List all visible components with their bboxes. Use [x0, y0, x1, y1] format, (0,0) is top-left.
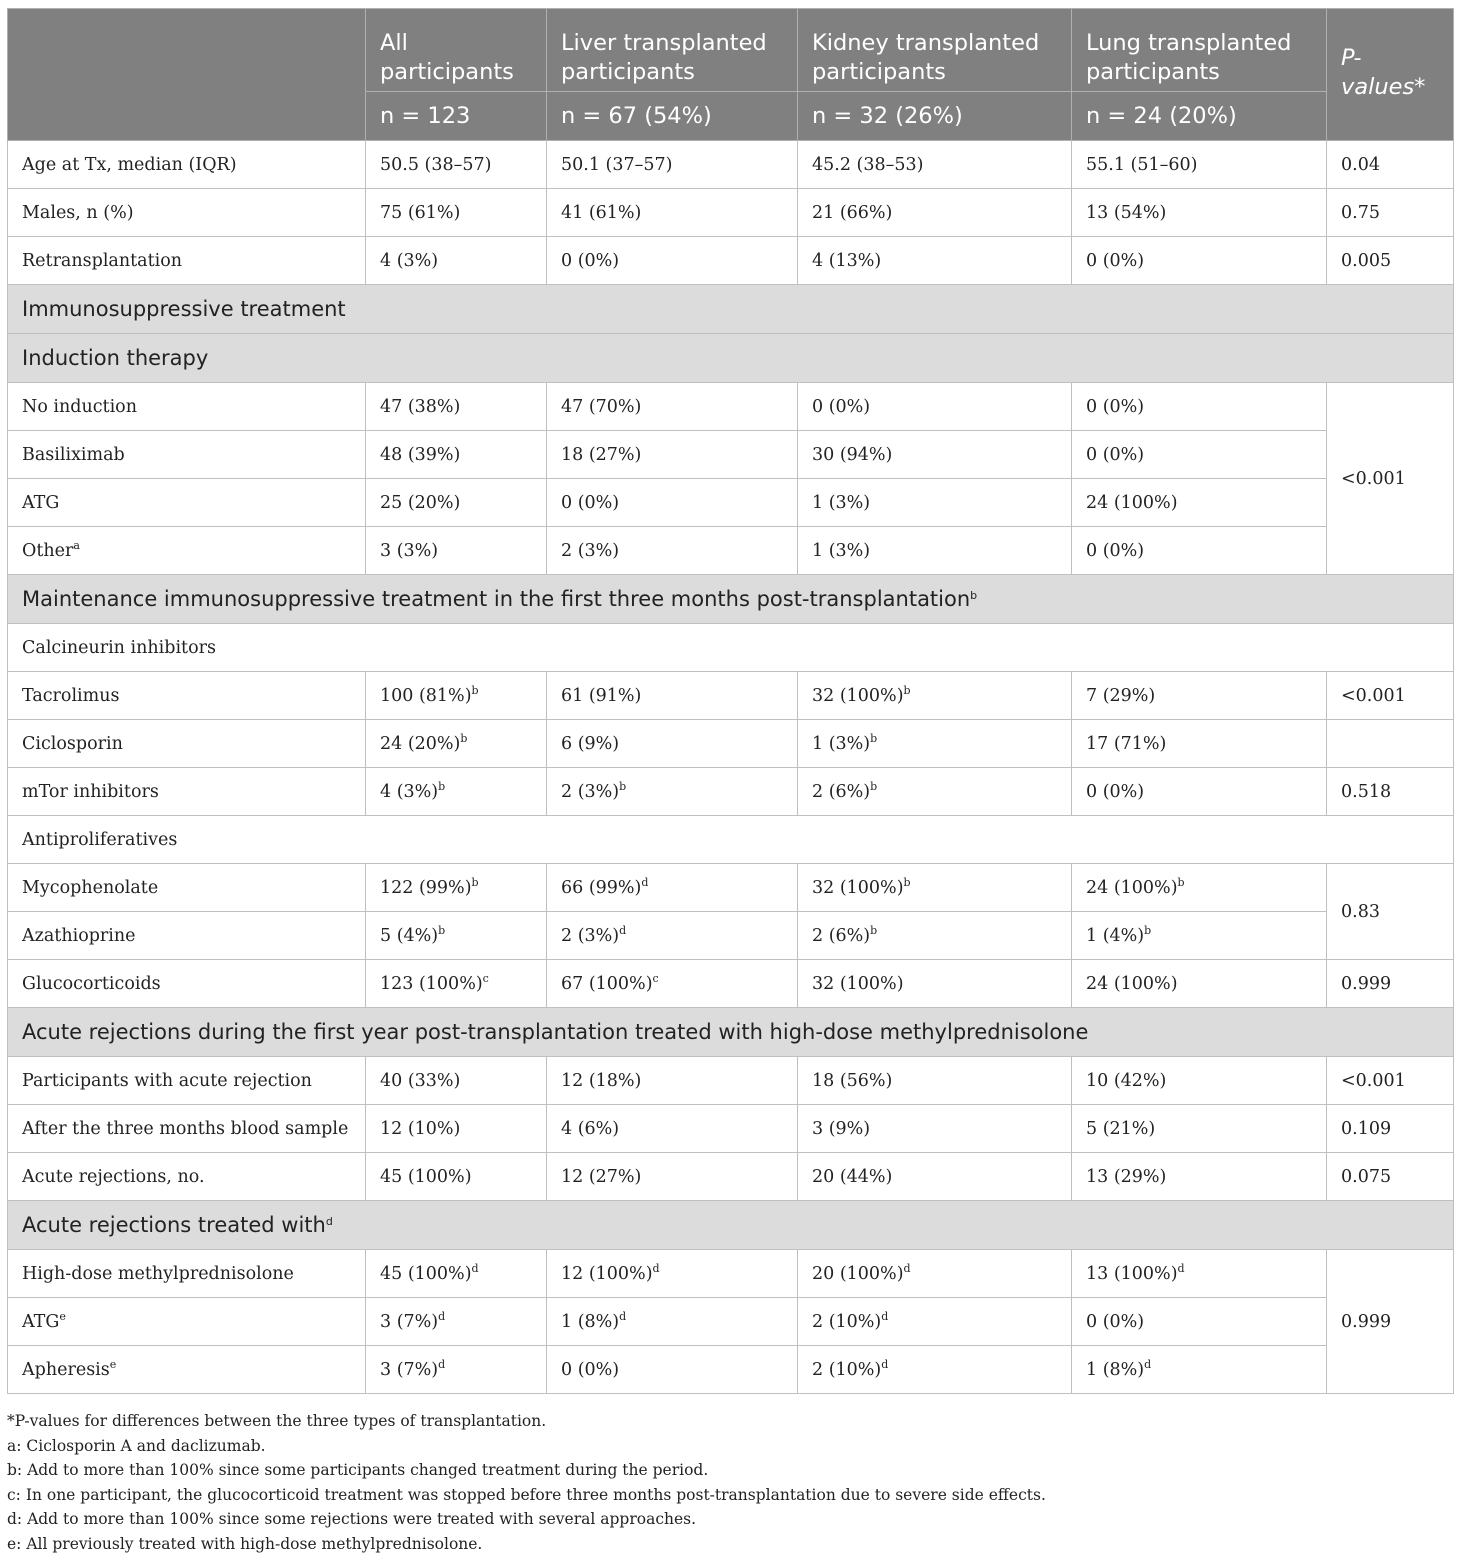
cell-lung: [1072, 1250, 1327, 1298]
footnote-marker: b: [1144, 923, 1152, 937]
cell-all: 75 (61%): [366, 189, 547, 237]
cell-value: 45 (100%): [380, 1263, 472, 1284]
cell-all: 50.5 (38–57): [366, 141, 547, 189]
footnote-marker: d: [641, 875, 649, 889]
cell-all: [366, 864, 547, 912]
footnote-marker: b: [619, 779, 627, 793]
cell-all: [366, 960, 547, 1008]
cell-value: 13 (100%): [1086, 1263, 1178, 1284]
cell-value: 24 (100%): [1086, 877, 1178, 898]
cell-lung: 55.1 (51–60): [1072, 141, 1327, 189]
row-label: ATG: [8, 479, 366, 527]
footnote-marker: d: [325, 1215, 333, 1228]
footnote-marker: e: [109, 1357, 117, 1371]
cell-value: 5 (4%): [380, 925, 439, 946]
section-treated-with: [8, 1201, 1454, 1250]
footnote: d: Add to more than 100% since some rejections were treated with several approaches.: [7, 1510, 697, 1528]
cell-lung: 24 (100%): [1072, 479, 1327, 527]
cell-pvalue: 0.04: [1327, 141, 1454, 189]
section-acute-rejections: Acute rejections during the first year post-transplantation treated with high-dose methylprednisolone: [8, 1008, 1454, 1057]
row-label: Azathioprine: [8, 912, 366, 960]
cell-kidney: 18 (56%): [798, 1057, 1072, 1105]
table-row: [8, 189, 1454, 237]
row-label: No induction: [8, 383, 366, 431]
footnote-marker: b: [903, 683, 911, 697]
cell-kidney: 45.2 (38–53): [798, 141, 1072, 189]
footnote: *P-values for differences between the three types of transplantation.: [7, 1412, 547, 1430]
cell-liver: 18 (27%): [547, 431, 798, 479]
table-row: [8, 479, 1454, 527]
row-label: Participants with acute rejection: [8, 1057, 366, 1105]
row-label: [8, 1298, 366, 1346]
header-blank: [8, 9, 366, 141]
header-kidney: Kidney transplanted participants: [798, 9, 1072, 92]
cell-kidney: [798, 864, 1072, 912]
section-maintenance: [8, 575, 1454, 624]
cell-pvalue: 0.999: [1327, 960, 1454, 1008]
table-row: [8, 1346, 1454, 1394]
footnote-marker: e: [59, 1309, 66, 1323]
row-label: Males, n (%): [8, 189, 366, 237]
cell-all: 4 (3%): [366, 237, 547, 285]
footnote-marker: d: [471, 1261, 479, 1275]
cell-liver: 12 (27%): [547, 1153, 798, 1201]
footnote: c: In one participant, the glucocorticoid treatment was stopped before three months post-transplantation due to severe side effects.: [7, 1485, 1046, 1504]
cell-pvalue: [1327, 720, 1454, 768]
cell-liver: 47 (70%): [547, 383, 798, 431]
cell-kidney: [798, 1250, 1072, 1298]
header-n-all: n = 123: [366, 92, 547, 141]
cell-kidney: [798, 912, 1072, 960]
header-n-liver: n = 67 (54%): [547, 92, 798, 141]
footnote-marker: d: [652, 1261, 660, 1275]
cell-kidney: 4 (13%): [798, 237, 1072, 285]
table-row: [8, 383, 1454, 431]
cell-liver: 0 (0%): [547, 237, 798, 285]
footnote-marker: b: [903, 875, 911, 889]
cell-pvalue: 0.75: [1327, 189, 1454, 237]
cell-liver: 50.1 (37–57): [547, 141, 798, 189]
row-label: Ciclosporin: [8, 720, 366, 768]
cell-kidney: 0 (0%): [798, 383, 1072, 431]
cell-kidney: [798, 1298, 1072, 1346]
cell-lung: [1072, 1346, 1327, 1394]
cell-pvalue: <0.001: [1327, 672, 1454, 720]
footnote-marker: a: [73, 538, 80, 552]
cell-value: 2 (10%): [812, 1311, 882, 1332]
table-row: [8, 912, 1454, 960]
header-liver: Liver transplanted participants: [547, 9, 798, 92]
section-row: [8, 1201, 1454, 1250]
cell-liver: [547, 912, 798, 960]
footnote: b: Add to more than 100% since some participants changed treatment during the period.: [7, 1461, 709, 1479]
results-table: [7, 8, 1454, 1394]
cell-lung: 5 (21%): [1072, 1105, 1327, 1153]
cell-value: 2 (3%): [561, 925, 620, 946]
cell-liver: [547, 768, 798, 816]
row-label: High-dose methylprednisolone: [8, 1250, 366, 1298]
row-label: Tacrolimus: [8, 672, 366, 720]
row-label: [8, 527, 366, 575]
table-row: [8, 141, 1454, 189]
cell-all: 45 (100%): [366, 1153, 547, 1201]
section-induction: Induction therapy: [8, 334, 1454, 383]
cell-kidney: 1 (3%): [798, 527, 1072, 575]
cell-pvalue: 0.518: [1327, 768, 1454, 816]
footnote-marker: b: [438, 779, 446, 793]
table-row: [8, 1298, 1454, 1346]
cell-value: 2 (3%): [561, 781, 620, 802]
cell-lung: 17 (71%): [1072, 720, 1327, 768]
cell-value: 122 (99%): [380, 877, 472, 898]
cell-lung: 0 (0%): [1072, 768, 1327, 816]
row-label-text: Apheresis: [22, 1359, 110, 1380]
cell-all: [366, 1250, 547, 1298]
footnote-marker: b: [471, 875, 479, 889]
cell-value: 2 (6%): [812, 925, 871, 946]
cell-kidney: 21 (66%): [798, 189, 1072, 237]
cell-pvalue: 0.109: [1327, 1105, 1454, 1153]
cell-lung: 0 (0%): [1072, 431, 1327, 479]
cell-all: [366, 672, 547, 720]
footnote-marker: d: [438, 1357, 446, 1371]
row-label: mTor inhibitors: [8, 768, 366, 816]
row-label: Age at Tx, median (IQR): [8, 141, 366, 189]
row-label: [8, 1346, 366, 1394]
cell-value: 2 (10%): [812, 1359, 882, 1380]
cell-lung: 0 (0%): [1072, 1298, 1327, 1346]
row-label: Glucocorticoids: [8, 960, 366, 1008]
cell-value: 24 (20%): [380, 733, 461, 754]
cell-liver: [547, 1298, 798, 1346]
cell-all: 25 (20%): [366, 479, 547, 527]
header-lung: Lung transplanted participants: [1072, 9, 1327, 92]
cell-value: 32 (100%): [812, 685, 904, 706]
cell-kidney: 20 (44%): [798, 1153, 1072, 1201]
cell-pvalue: <0.001: [1327, 1057, 1454, 1105]
table-body: [8, 141, 1454, 1394]
cell-kidney: 32 (100%): [798, 960, 1072, 1008]
cell-value: 12 (100%): [561, 1263, 653, 1284]
footnote-marker: d: [903, 1261, 911, 1275]
table-row: [8, 527, 1454, 575]
footnote-marker: b: [870, 731, 878, 745]
cell-kidney: [798, 672, 1072, 720]
footnote-marker: b: [970, 589, 978, 602]
cell-liver: 6 (9%): [547, 720, 798, 768]
footnote-marker: d: [1144, 1357, 1152, 1371]
cell-value: 67 (100%): [561, 973, 653, 994]
table-row: [8, 1153, 1454, 1201]
footnote-marker: d: [619, 1309, 627, 1323]
table-row: [8, 720, 1454, 768]
footnote-marker: b: [870, 779, 878, 793]
subheading-row: [8, 816, 1454, 864]
cell-kidney: 1 (3%): [798, 479, 1072, 527]
section-immunosuppressive: Immunosuppressive treatment: [8, 285, 1454, 334]
cell-pvalue: 0.075: [1327, 1153, 1454, 1201]
cell-kidney: [798, 1346, 1072, 1394]
section-row: [8, 285, 1454, 334]
cell-liver: 12 (18%): [547, 1057, 798, 1105]
cell-lung: 7 (29%): [1072, 672, 1327, 720]
cell-kidney: 3 (9%): [798, 1105, 1072, 1153]
footnote-marker: b: [460, 731, 468, 745]
cell-value: 32 (100%): [812, 877, 904, 898]
cell-all: [366, 1346, 547, 1394]
row-label: Basiliximab: [8, 431, 366, 479]
table-row: [8, 1105, 1454, 1153]
cell-liver: 41 (61%): [547, 189, 798, 237]
cell-value: 1 (8%): [1086, 1359, 1145, 1380]
cell-liver: 0 (0%): [547, 479, 798, 527]
cell-kidney: [798, 720, 1072, 768]
table-row: [8, 1057, 1454, 1105]
cell-all: [366, 768, 547, 816]
cell-lung: [1072, 912, 1327, 960]
table-row: [8, 672, 1454, 720]
cell-pvalue-treated: 0.999: [1327, 1250, 1454, 1394]
cell-liver: [547, 864, 798, 912]
cell-lung: 24 (100%): [1072, 960, 1327, 1008]
cell-all: 48 (39%): [366, 431, 547, 479]
row-label-text: Other: [22, 540, 74, 561]
cell-liver: 4 (6%): [547, 1105, 798, 1153]
cell-lung: 0 (0%): [1072, 527, 1327, 575]
row-label: Retransplantation: [8, 237, 366, 285]
row-label: Acute rejections, no.: [8, 1153, 366, 1201]
table-row: [8, 237, 1454, 285]
cell-value: 20 (100%): [812, 1263, 904, 1284]
row-label: Mycophenolate: [8, 864, 366, 912]
cell-lung: 13 (54%): [1072, 189, 1327, 237]
cell-liver: 0 (0%): [547, 1346, 798, 1394]
table-row: [8, 431, 1454, 479]
cell-pvalue-antiproliferatives: 0.83: [1327, 864, 1454, 960]
section-maintenance-text: Maintenance immunosuppressive treatment in the first three months post-transplantation: [22, 587, 971, 611]
footnote: a: Ciclosporin A and daclizumab.: [7, 1436, 266, 1455]
footnote-marker: b: [471, 683, 479, 697]
header-pvalues: P-values*: [1327, 9, 1454, 141]
table-header: [8, 9, 1454, 141]
cell-liver: 61 (91%): [547, 672, 798, 720]
cell-liver: [547, 960, 798, 1008]
cell-value: 1 (8%): [561, 1311, 620, 1332]
footnote-marker: c: [482, 971, 489, 985]
cell-pvalue: 0.005: [1327, 237, 1454, 285]
cell-all: [366, 1298, 547, 1346]
section-treated-text: Acute rejections treated with: [22, 1213, 326, 1237]
footnote: e: All previously treated with high-dose methylprednisolone.: [7, 1534, 483, 1553]
table-row: [8, 864, 1454, 912]
cell-all: 12 (10%): [366, 1105, 547, 1153]
cell-liver: [547, 1250, 798, 1298]
footnote-marker: d: [438, 1309, 446, 1323]
cell-value: 2 (6%): [812, 781, 871, 802]
subheading-calcineurin: Calcineurin inhibitors: [8, 624, 1454, 672]
cell-value: 1 (4%): [1086, 925, 1145, 946]
section-row: [8, 334, 1454, 383]
cell-pvalue-induction: <0.001: [1327, 383, 1454, 575]
section-row: [8, 1008, 1454, 1057]
cell-value: 66 (99%): [561, 877, 642, 898]
header-n-kidney: n = 32 (26%): [798, 92, 1072, 141]
subheading-antiproliferatives: Antiproliferatives: [8, 816, 1454, 864]
cell-all: [366, 912, 547, 960]
cell-kidney: 30 (94%): [798, 431, 1072, 479]
table-row: [8, 960, 1454, 1008]
table-row: [8, 768, 1454, 816]
footnotes: [7, 1409, 1046, 1556]
cell-kidney: [798, 768, 1072, 816]
cell-lung: [1072, 864, 1327, 912]
row-label: After the three months blood sample: [8, 1105, 366, 1153]
cell-value: 3 (7%): [380, 1311, 439, 1332]
footnote-marker: c: [652, 971, 659, 985]
header-n-lung: n = 24 (20%): [1072, 92, 1327, 141]
cell-all: 3 (3%): [366, 527, 547, 575]
row-label-text: ATG: [22, 1311, 60, 1332]
cell-value: 4 (3%): [380, 781, 439, 802]
subheading-row: [8, 624, 1454, 672]
footnote-marker: d: [1177, 1261, 1185, 1275]
cell-lung: 0 (0%): [1072, 383, 1327, 431]
table-row: [8, 1250, 1454, 1298]
cell-lung: 13 (29%): [1072, 1153, 1327, 1201]
footnote-marker: d: [881, 1357, 889, 1371]
section-row: [8, 575, 1454, 624]
cell-all: 47 (38%): [366, 383, 547, 431]
cell-lung: 10 (42%): [1072, 1057, 1327, 1105]
cell-value: 100 (81%): [380, 685, 472, 706]
header-all: All participants: [366, 9, 547, 92]
cell-all: 40 (33%): [366, 1057, 547, 1105]
cell-all: [366, 720, 547, 768]
footnote-marker: b: [870, 923, 878, 937]
cell-liver: 2 (3%): [547, 527, 798, 575]
cell-value: 123 (100%): [380, 973, 483, 994]
cell-lung: 0 (0%): [1072, 237, 1327, 285]
cell-value: 3 (7%): [380, 1359, 439, 1380]
cell-value: 1 (3%): [812, 733, 871, 754]
footnote-marker: b: [438, 923, 446, 937]
footnote-marker: d: [881, 1309, 889, 1323]
footnote-marker: b: [1177, 875, 1185, 889]
footnote-marker: d: [619, 923, 627, 937]
